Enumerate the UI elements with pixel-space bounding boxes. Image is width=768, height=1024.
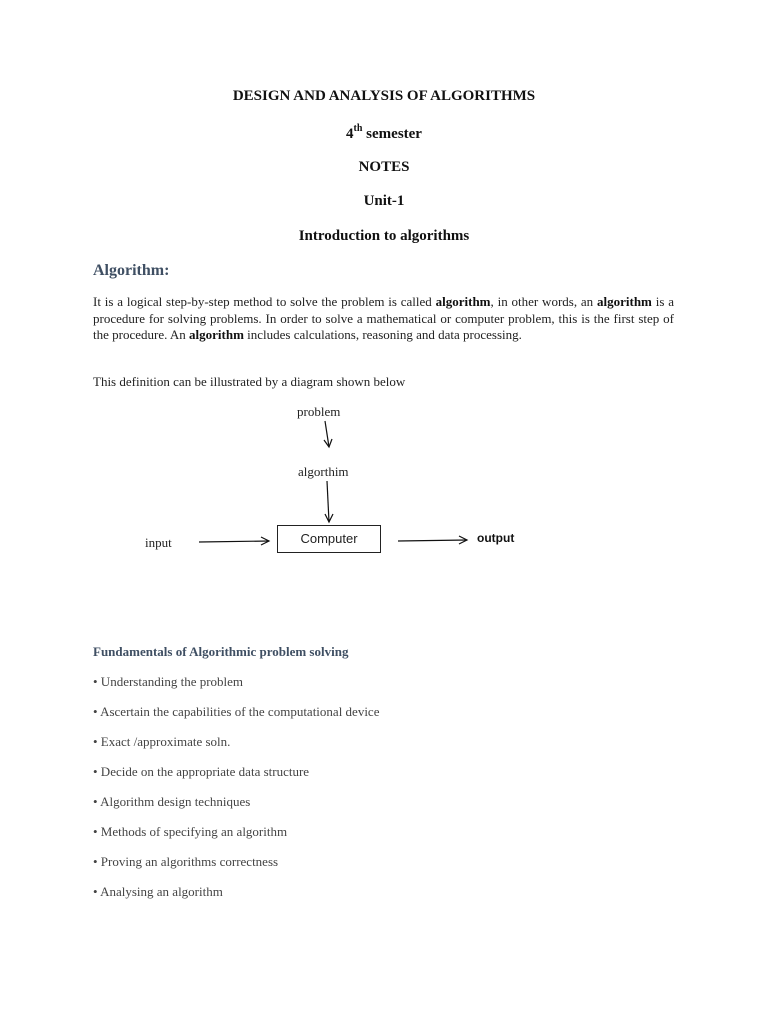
arrow-problem-to-algorithm [325, 421, 329, 447]
diagram-algorithm-label: algorthim [298, 464, 349, 479]
bold-term: algorithm [189, 327, 244, 342]
list-item: • Decide on the appropriate data structure [93, 764, 310, 779]
diagram-output-label: output [477, 531, 515, 545]
paragraph-text: is a procedure for solving problems. In order to solve a mathematical or computer problem, this is the first step of the procedure. An [93, 294, 674, 342]
bold-term: algorithm [597, 294, 652, 309]
algorithm-paragraph [93, 294, 674, 344]
list-item: • Methods of specifying an algorithm [93, 824, 288, 839]
bold-term: algorithm [435, 294, 491, 309]
arrow-computer-to-output [398, 540, 467, 541]
diagram-computer-label: Computer [300, 530, 358, 546]
list-item: • Proving an algorithms correctness [93, 854, 279, 869]
paragraph-text: It is a logical step-by-step method to solve the problem is called [93, 294, 436, 309]
illustration-line: This definition can be illustrated by a diagram shown below [93, 374, 406, 389]
list-item: • Algorithm design techniques [93, 794, 251, 809]
semester-text: semester [362, 126, 422, 142]
list-item: • Ascertain the capabilities of the computational device [93, 704, 380, 719]
arrow-input-to-computer [199, 541, 269, 542]
fundamentals-heading: Fundamentals of Algorithmic problem solving [93, 644, 349, 659]
paragraph-text: , in other words, an [490, 294, 597, 309]
paragraph-text: includes calculations, reasoning and data processing. [243, 327, 522, 342]
list-item: • Exact /approximate soln. [93, 734, 231, 749]
notes-label: NOTES [358, 159, 410, 175]
unit-label: Unit-1 [363, 193, 405, 209]
list-item: • Analysing an algorithm [93, 884, 223, 899]
semester-suffix: th [353, 123, 363, 134]
list-item: • Understanding the problem [93, 674, 244, 689]
semester-number: 4 [346, 126, 354, 142]
doc-title: DESIGN AND ANALYSIS OF ALGORITHMS [232, 88, 536, 104]
semester-line [0, 124, 768, 143]
fundamentals-list [93, 674, 379, 914]
diagram-problem-label: problem [297, 404, 341, 419]
arrow-algorithm-to-computer [327, 481, 329, 522]
diagram-input-label: input [145, 535, 172, 550]
algorithm-heading: Algorithm: [93, 262, 170, 279]
diagram-computer-box [277, 525, 381, 553]
intro-title: Introduction to algorithms [298, 228, 470, 244]
